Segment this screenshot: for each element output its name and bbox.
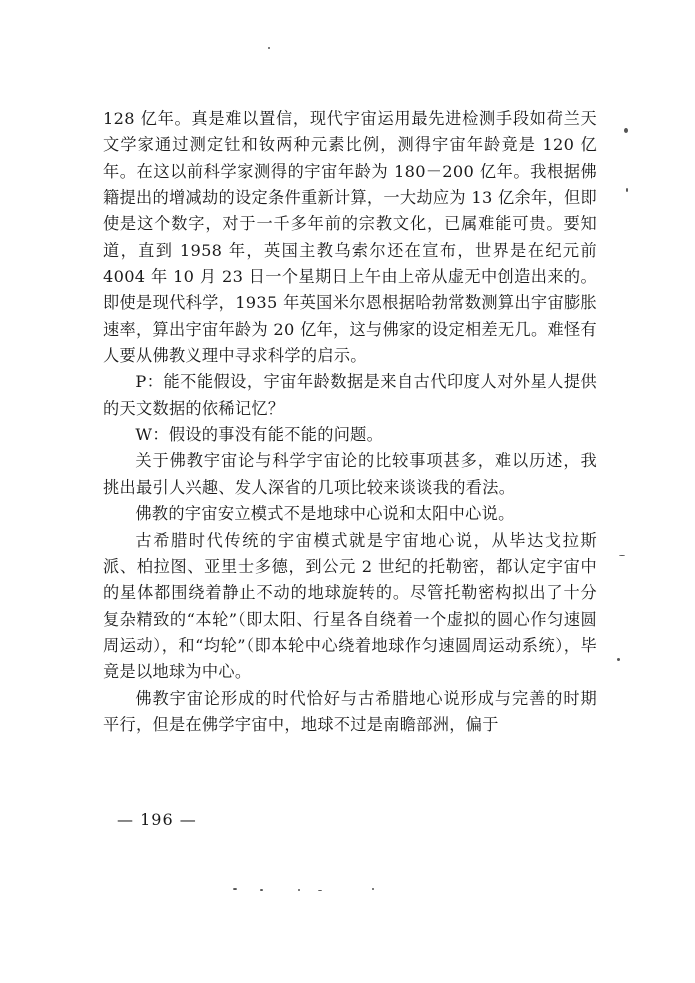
scan-speck: [233, 888, 237, 890]
paragraph-thesis: 佛教的宇宙安立模式不是地球中心说和太阳中心说。: [135, 504, 515, 524]
scan-speck: [318, 890, 322, 891]
scan-speck: [260, 889, 263, 891]
scan-speck: [619, 555, 625, 556]
paragraph-question: P：能不能假设，宇宙年龄数据是来自古代印度人对外星人提供的天文数据的依稀记忆？: [103, 372, 597, 418]
scan-speck: [268, 47, 270, 49]
paragraph-answer: W：假设的事没有能不能的问题。: [135, 425, 384, 445]
scan-speck: [298, 889, 300, 891]
scan-speck: [626, 188, 628, 192]
body-text: [103, 106, 597, 738]
scan-speck: [372, 888, 374, 890]
scan-speck: [617, 658, 620, 661]
paragraph-geocentric: 古希腊时代传统的宇宙模式就是宇宙地心说，从毕达戈拉斯派、柏拉图、亚里士多德，到公元 2 世纪的托勒密，都认定宇宙中的星体都围绕着静止不动的地球旋转的。尽管托勒密构拟出了十分复杂精致的“本轮”（即太阳、行星各自绕着一个虚拟的圆心作匀速圆周运动），和“均轮”（即本轮中心绕着地球作匀速圆周运动系统），毕竟是以地球为中心。: [103, 530, 597, 682]
paragraph-continued: 128 亿年。真是难以置信，现代宇宙运用最先进检测手段如荷兰天文学家通过测定钍和钕两种元素比例，测得宇宙年龄竟是 120 亿年。在这以前科学家测得的宇宙年龄为 180－200 亿年。我根据佛籍提出的增减劫的设定条件重新计算，一大劫应为 13 亿余年，但即使是这个数字，对于一千多年前的宗教文化，已属难能可贵。要知道，直到 1958 年，英国主教乌索尔还在宣布，世界是在纪元前 4004 年 10 月 23 日一个星期日上午由上帝从虚无中创造出来的。即使是现代科学，1935 年英国米尔恩根据哈勃常数测算出宇宙膨胀速率，算出宇宙年龄为 20 亿年，这与佛家的设定相差无几。难怪有人要从佛教义理中寻求科学的启示。: [103, 109, 597, 366]
scan-speck: [624, 128, 628, 133]
paragraph-comparison-intro: 关于佛教宇宙论与科学宇宙论的比较事项甚多，难以历述，我挑出最引人兴趣、发人深省的几项比较来谈谈我的看法。: [103, 451, 597, 497]
page-number: — 196 —: [117, 810, 197, 829]
paragraph-buddhist-cosmology: 佛教宇宙论形成的时代恰好与古希腊地心说形成与完善的时期平行，但是在佛学宇宙中，地球不过是南瞻部洲，偏于: [103, 688, 597, 734]
